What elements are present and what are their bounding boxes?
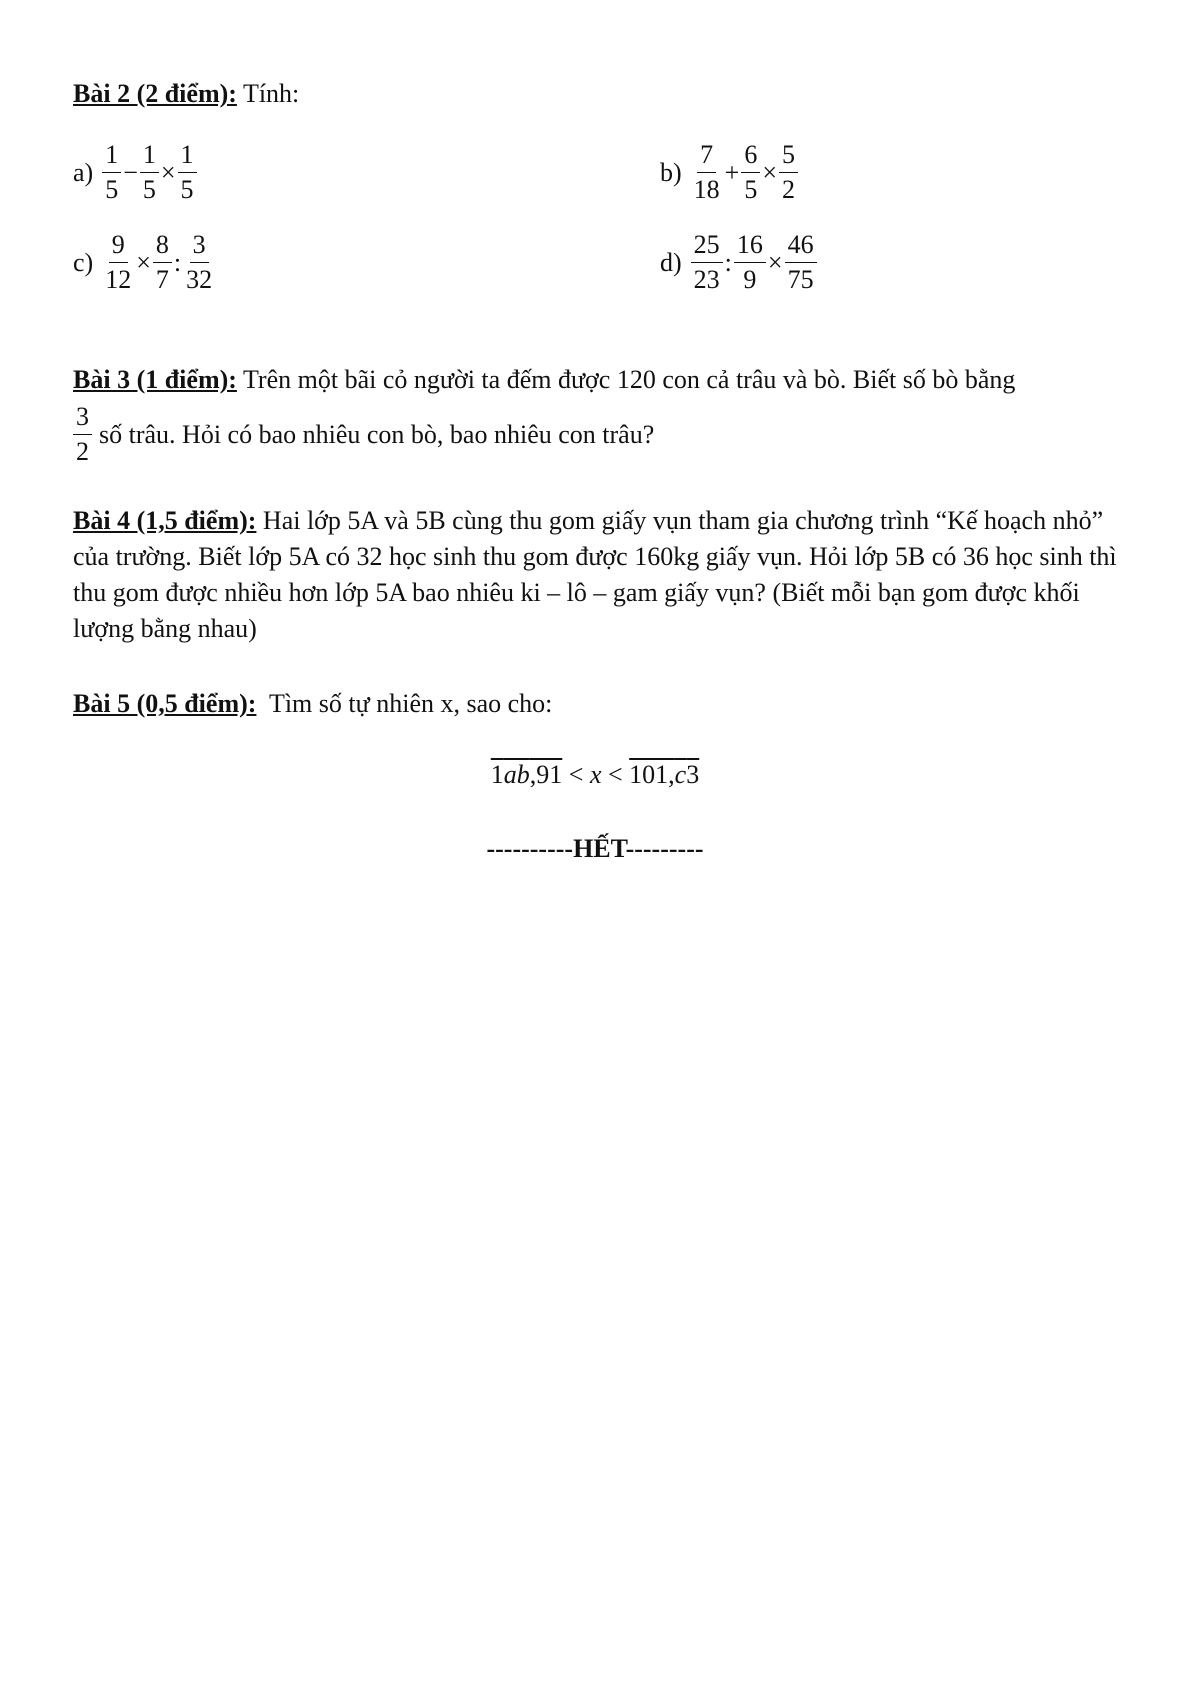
bai2-title: Bài 2 (2 điểm):: [73, 79, 237, 108]
expr-label: a): [73, 157, 94, 187]
bai4-paragraph: [73, 503, 1123, 647]
denominator: 7: [155, 265, 169, 294]
inequality-right: [629, 760, 699, 789]
denominator: 75: [787, 265, 814, 294]
numerator: 16: [734, 232, 766, 263]
expr-label: d): [660, 247, 682, 277]
bai3-paragraph: [73, 362, 1118, 465]
numerator: 8: [153, 232, 172, 263]
operator: ×: [767, 247, 783, 277]
less-than-sign: <: [562, 760, 590, 789]
expr-label: c): [73, 247, 94, 277]
bai2-instruction: Tính:: [236, 79, 300, 108]
bai3-title: Bài 3 (1 điểm):: [73, 365, 237, 394]
fraction: [73, 404, 92, 465]
overline-digits: 101,: [629, 760, 675, 789]
overline-decimal: ,91: [529, 760, 563, 789]
bai2-heading-line: [73, 76, 1118, 112]
operator: ×: [136, 247, 151, 277]
overline-digit: 1: [490, 760, 504, 789]
denominator: 23: [693, 265, 720, 294]
bai3-text-2: số trâu. Hỏi có bao nhiêu con bò, bao nhiêu con trâu?: [99, 419, 655, 449]
denominator: 2: [782, 175, 796, 204]
overline-var: $\overline{c}$: [674, 760, 687, 789]
denominator: 32: [186, 265, 213, 294]
numerator: 1: [102, 142, 121, 173]
operator: ×: [160, 157, 176, 187]
bai3-line-1: [73, 362, 1118, 398]
numerator: 9: [109, 232, 128, 263]
bai4-text: Hai lớp 5A và 5B cùng thu gom giấy vụn tham gia chương trình “Kế hoạch nhỏ” của trường. Biết lớp 5A có 32 học sinh thu gom được 160kg giấy vụn. Hỏi lớp 5B có 36 học sinh thì thu gom được nhiều hơn lớp 5A bao nhiêu ki – lô – gam giấy vụn? (Biết mỗi bạn gom được khối lượng bằng nhau): [73, 506, 1117, 643]
numerator: 7: [697, 142, 716, 173]
fraction: [785, 232, 817, 293]
fraction: [153, 232, 172, 293]
operator: ×: [762, 157, 778, 187]
end-marker: ----------HẾT---------: [486, 834, 704, 863]
bai4-title: Bài 4 (1,5 điểm):: [73, 506, 257, 535]
bai2-expr-a: [73, 142, 198, 203]
inequality-left: [491, 760, 563, 789]
bai3-line-2: [73, 404, 1118, 465]
bai5-title: Bài 5 (0,5 điểm):: [73, 689, 257, 718]
denominator: 5: [180, 175, 194, 204]
overline-digit: 3: [686, 760, 700, 789]
denominator: 5: [744, 175, 758, 204]
bai2-expr-b: [660, 142, 799, 203]
bai5-instruction: Tìm số tự nhiên x, sao cho:: [256, 689, 553, 718]
numerator: 46: [785, 232, 817, 263]
fraction: [102, 232, 134, 293]
denominator: 12: [105, 265, 132, 294]
denominator: 9: [743, 265, 757, 294]
fraction: [178, 142, 197, 203]
numerator: 6: [741, 142, 760, 173]
overline-vars: $\overline{ab}$: [503, 760, 530, 789]
bai2-expr-c: [73, 232, 216, 293]
denominator: 18: [693, 175, 720, 204]
operator: +: [724, 157, 740, 187]
numerator: 3: [73, 404, 92, 435]
less-than-sign: <: [601, 760, 630, 789]
variable-x: x: [589, 760, 602, 789]
numerator: 1: [140, 142, 159, 173]
expr-label: b): [660, 157, 682, 187]
fraction: [102, 142, 121, 203]
bai3-text-1: Trên một bãi cỏ người ta đếm được 120 con cả trâu và bò. Biết số bò bằng: [236, 365, 1016, 394]
bai5-inequality: [0, 760, 1190, 790]
fraction: [140, 142, 159, 203]
denominator: 5: [105, 175, 119, 204]
fraction: [779, 142, 798, 203]
numerator: 5: [779, 142, 798, 173]
numerator: 1: [178, 142, 197, 173]
fraction: [691, 232, 723, 293]
denominator: 5: [142, 175, 156, 204]
bai2-expr-d: [660, 232, 818, 293]
numerator: 3: [190, 232, 209, 263]
fraction: [741, 142, 760, 203]
denominator: 2: [76, 437, 89, 466]
operator: −: [123, 157, 138, 187]
operator: :: [173, 247, 182, 277]
bai5-heading-line: [73, 686, 1118, 722]
fraction: [183, 232, 215, 293]
operator: :: [724, 247, 732, 277]
fraction: [691, 142, 723, 203]
numerator: 25: [691, 232, 723, 263]
fraction: [734, 232, 766, 293]
